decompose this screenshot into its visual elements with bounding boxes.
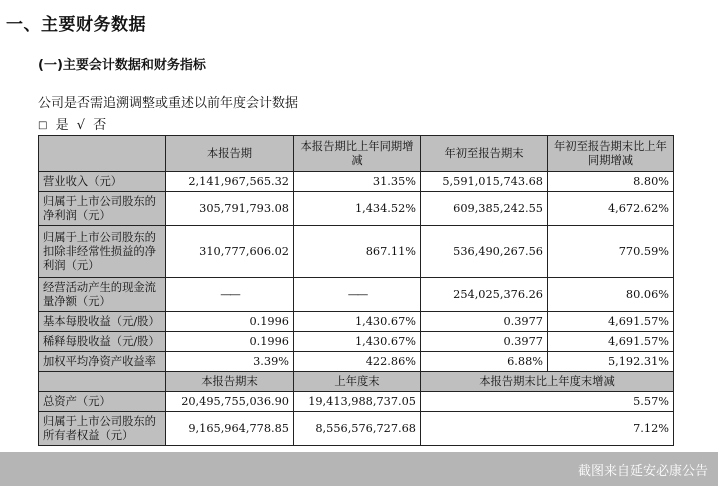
- header-cell: 本报告期末比上年度末增减: [421, 372, 674, 392]
- subsection-title: (一)主要会计数据和财务指标: [38, 58, 206, 73]
- cell-value: 536,490,267.56: [421, 226, 548, 278]
- row-label: 归属于上市公司股东的净利润（元）: [39, 192, 166, 226]
- cell-value: 609,385,242.55: [421, 192, 548, 226]
- no-label: 否: [93, 118, 107, 133]
- table-row: [39, 412, 674, 446]
- cell-value: 4,691.57%: [548, 312, 674, 332]
- cell-value: 6.88%: [421, 352, 548, 372]
- table-row: [39, 332, 674, 352]
- cell-value: 867.11%: [294, 226, 421, 278]
- cell-value: 422.86%: [294, 352, 421, 372]
- checkbox-icon: □: [38, 120, 48, 131]
- cell-value: 305,791,793.08: [166, 192, 294, 226]
- cell-value: 19,413,988,737.05: [294, 392, 421, 412]
- header-cell: 本报告期: [166, 136, 294, 172]
- cell-value: 5,192.31%: [548, 352, 674, 372]
- table-row: [39, 392, 674, 412]
- cell-value: 1,430.67%: [294, 332, 421, 352]
- cell-value: 1,434.52%: [294, 192, 421, 226]
- cell-value: ——: [166, 278, 294, 312]
- table-header-row: [39, 136, 674, 172]
- header-cell: 年初至报告期末: [421, 136, 548, 172]
- row-label: 加权平均净资产收益率: [39, 352, 166, 372]
- cell-value: 4,672.62%: [548, 192, 674, 226]
- header-cell: [39, 372, 166, 392]
- cell-value: 8,556,576,727.68: [294, 412, 421, 446]
- header-cell: 年初至报告期末比上年同期增减: [548, 136, 674, 172]
- row-label: 总资产（元）: [39, 392, 166, 412]
- watermark-bar: [0, 452, 718, 486]
- header-cell: 本报告期末: [166, 372, 294, 392]
- cell-value: 7.12%: [421, 412, 674, 446]
- table-row: [39, 172, 674, 192]
- cell-value: 254,025,376.26: [421, 278, 548, 312]
- cell-value: 5,591,015,743.68: [421, 172, 548, 192]
- yes-label: 是: [55, 118, 69, 133]
- cell-value: 4,691.57%: [548, 332, 674, 352]
- cell-value: 770.59%: [548, 226, 674, 278]
- header-cell: 上年度末: [294, 372, 421, 392]
- cell-value: 20,495,755,036.90: [166, 392, 294, 412]
- cell-value: 2,141,967,565.32: [166, 172, 294, 192]
- cell-value: 0.1996: [166, 332, 294, 352]
- header-cell: 本报告期比上年同期增减: [294, 136, 421, 172]
- table-row: [39, 278, 674, 312]
- cell-value: ——: [294, 278, 421, 312]
- cell-value: 8.80%: [548, 172, 674, 192]
- cell-value: 0.3977: [421, 332, 548, 352]
- row-label: 经营活动产生的现金流量净额（元）: [39, 278, 166, 312]
- table-row: [39, 312, 674, 332]
- header-cell: [39, 136, 166, 172]
- cell-value: 3.39%: [166, 352, 294, 372]
- table-row: [39, 352, 674, 372]
- cell-value: 9,165,964,778.85: [166, 412, 294, 446]
- table-row: [39, 192, 674, 226]
- watermark-text: 截图来自延安必康公告: [577, 464, 708, 479]
- cell-value: 5.57%: [421, 392, 674, 412]
- row-label: 稀释每股收益（元/股）: [39, 332, 166, 352]
- cell-value: 31.35%: [294, 172, 421, 192]
- row-label: 归属于上市公司股东的扣除非经常性损益的净利润（元）: [39, 226, 166, 278]
- row-label: 基本每股收益（元/股）: [39, 312, 166, 332]
- table-header-row: [39, 372, 674, 392]
- financial-data-table: [38, 135, 674, 446]
- cell-value: 1,430.67%: [294, 312, 421, 332]
- check-mark-icon: √: [76, 118, 86, 133]
- restatement-answer: [38, 114, 110, 133]
- section-title: 一、主要财务数据: [6, 15, 146, 35]
- cell-value: 310,777,606.02: [166, 226, 294, 278]
- row-label: 归属于上市公司股东的所有者权益（元）: [39, 412, 166, 446]
- cell-value: 80.06%: [548, 278, 674, 312]
- cell-value: 0.1996: [166, 312, 294, 332]
- table-row: [39, 226, 674, 278]
- row-label: 营业收入（元）: [39, 172, 166, 192]
- restatement-question: 公司是否需追溯调整或重述以前年度会计数据: [38, 96, 299, 111]
- cell-value: 0.3977: [421, 312, 548, 332]
